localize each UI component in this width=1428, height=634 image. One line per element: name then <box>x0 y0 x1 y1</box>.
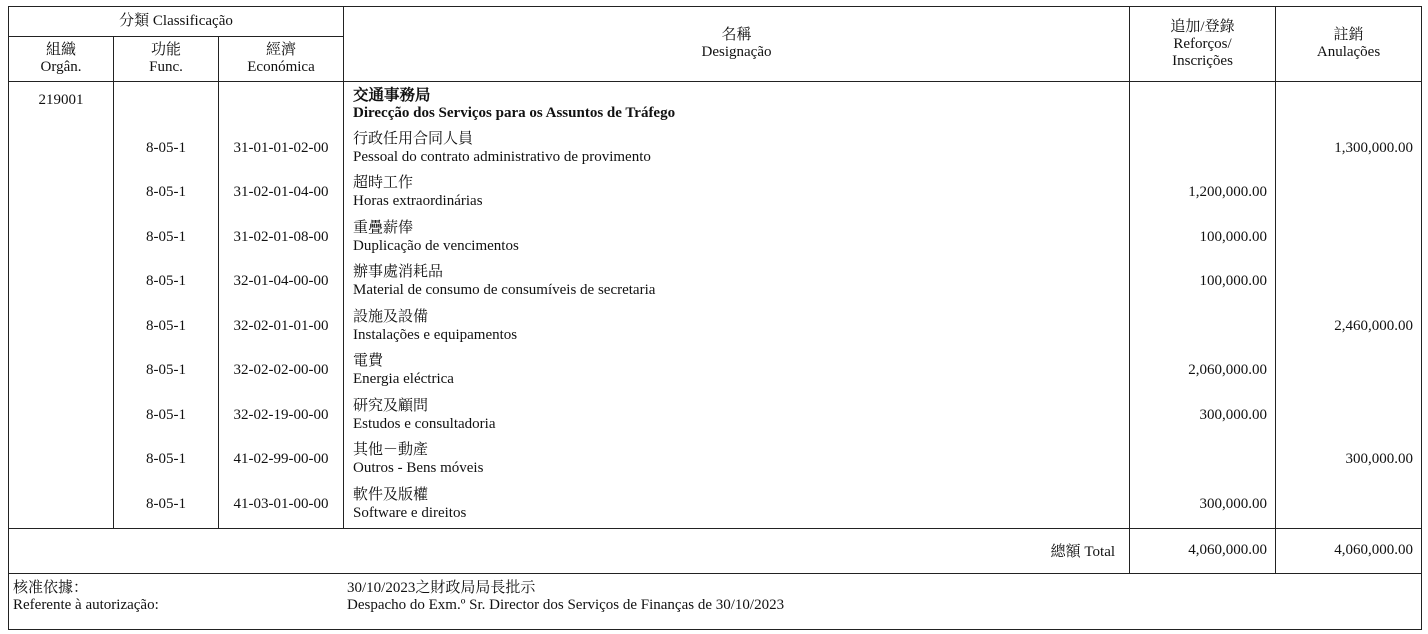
function-header <box>114 37 219 82</box>
econ-code: 32-02-19-00-00 <box>233 406 329 423</box>
reforco-amount <box>1130 439 1267 451</box>
reforco-amount: 300,000.00 <box>1199 495 1268 512</box>
entity-econ-cell <box>219 82 344 128</box>
authorization-value <box>347 580 1417 614</box>
function-header-pt: Func. <box>149 59 183 75</box>
anulacao-amount: 1,300,000.00 <box>1334 139 1414 156</box>
func-code: 8-05-1 <box>146 406 186 423</box>
authorization-value-zh: 30/10/2023之財政局局長批示 <box>347 579 536 596</box>
total-label: 總額 Total <box>9 528 1130 573</box>
anulacao-amount: 300,000.00 <box>1345 451 1414 467</box>
reforco-amount <box>1130 306 1267 318</box>
anulacao-amount <box>1276 172 1413 184</box>
anulacao-amount <box>1276 395 1413 407</box>
entity-name-zh: 交通事務局 <box>353 87 431 104</box>
func-code: 8-05-1 <box>146 139 186 156</box>
func-code: 8-05-1 <box>146 184 186 200</box>
entity-designation <box>344 82 1130 128</box>
anulacao-amount: 2,460,000.00 <box>1334 317 1414 334</box>
authorization-cell <box>9 573 1422 629</box>
authorization-row <box>9 573 1422 629</box>
item-name-pt: Estudos e consultadoria <box>353 415 496 432</box>
anulacao-amount <box>1276 217 1413 229</box>
economic-header <box>219 37 344 82</box>
item-name-zh: 電費 <box>353 353 384 369</box>
organ-header <box>9 37 114 82</box>
econ-code: 31-02-01-08-00 <box>233 228 329 245</box>
organ-code: 219001 <box>9 82 114 128</box>
item-name-pt: Pessoal do contrato administrativo de provimento <box>353 148 651 165</box>
total-reforco: 4,060,000.00 <box>1130 528 1276 573</box>
reinforcements-header-pt1: Reforços/ <box>1173 35 1232 52</box>
item-name-pt: Software e direitos <box>353 504 467 521</box>
entity-row <box>9 82 1422 128</box>
budget-table <box>8 6 1422 630</box>
func-code: 8-05-1 <box>146 451 186 467</box>
item-name-pt: Duplicação de vencimentos <box>353 237 519 254</box>
entity-name-pt: Direcção dos Serviços para os Assuntos de Tráfego <box>353 105 676 121</box>
function-header-zh: 功能 <box>150 42 181 58</box>
item-name-pt: Horas extraordinárias <box>353 193 483 209</box>
item-name-zh: 研究及顧問 <box>353 397 429 414</box>
designation-header-pt: Designação <box>701 44 772 60</box>
table-row <box>9 439 1422 484</box>
table-row <box>9 306 1422 351</box>
authorization-label-pt: Referente à autorização: <box>13 596 159 613</box>
func-code: 8-05-1 <box>146 228 186 245</box>
authorization-value-pt: Despacho do Exm.º Sr. Director dos Serviços de Finanças de 30/10/2023 <box>347 596 785 613</box>
item-name-zh: 重疊薪俸 <box>353 219 414 236</box>
reforco-amount: 2,060,000.00 <box>1188 362 1268 378</box>
func-code: 8-05-1 <box>146 495 186 512</box>
cancellations-header <box>1276 7 1422 82</box>
economic-header-zh: 經濟 <box>266 42 297 58</box>
item-name-zh: 行政任用合同人員 <box>353 130 474 147</box>
econ-code: 32-01-04-00-00 <box>233 273 329 289</box>
reinforcements-header-pt2: Inscrições <box>1172 52 1233 69</box>
anulacao-amount <box>1276 484 1413 496</box>
organ-header-pt: Orgân. <box>40 59 82 75</box>
anulacao-amount <box>1276 261 1413 273</box>
item-name-zh: 其他－動產 <box>353 442 429 458</box>
entity-anulacao-cell <box>1276 82 1422 128</box>
reforco-amount: 100,000.00 <box>1199 273 1268 289</box>
item-name-pt: Energia eléctrica <box>353 371 454 387</box>
table-row <box>9 217 1422 262</box>
econ-code: 41-03-01-00-00 <box>233 495 329 512</box>
item-name-pt: Instalações e equipamentos <box>353 326 518 343</box>
func-code: 8-05-1 <box>146 362 186 378</box>
econ-code: 32-02-02-00-00 <box>233 362 329 378</box>
cancellations-header-zh: 註銷 <box>1333 27 1364 43</box>
table-row <box>9 172 1422 217</box>
table-row <box>9 484 1422 529</box>
reinforcements-header <box>1130 7 1276 82</box>
designation-header-zh: 名稱 <box>721 27 752 43</box>
total-row <box>9 528 1422 573</box>
anulacao-amount <box>1276 350 1413 362</box>
item-name-zh: 超時工作 <box>353 175 414 191</box>
func-code: 8-05-1 <box>146 273 186 289</box>
classification-header: 分類 Classificação <box>9 7 344 37</box>
reforco-amount: 100,000.00 <box>1199 228 1268 245</box>
item-name-pt: Outros - Bens móveis <box>353 460 484 476</box>
authorization-label <box>13 580 347 614</box>
table-row <box>9 261 1422 306</box>
entity-func-cell <box>114 82 219 128</box>
item-name-zh: 辦事處消耗品 <box>353 264 444 280</box>
table-row <box>9 350 1422 395</box>
item-name-zh: 設施及設備 <box>353 308 429 325</box>
entity-reforco-cell <box>1130 82 1276 128</box>
econ-code: 32-02-01-01-00 <box>233 317 329 334</box>
econ-code: 31-01-01-02-00 <box>233 139 329 156</box>
item-name-zh: 軟件及版權 <box>353 486 429 503</box>
table-row <box>9 128 1422 173</box>
econ-code: 41-02-99-00-00 <box>233 451 329 467</box>
economic-header-pt: Económica <box>247 59 315 75</box>
reforco-amount: 300,000.00 <box>1199 406 1268 423</box>
reforco-amount: 1,200,000.00 <box>1188 184 1268 200</box>
reinforcements-header-zh: 追加/登錄 <box>1170 18 1235 35</box>
designation-header <box>344 7 1130 82</box>
func-code: 8-05-1 <box>146 317 186 334</box>
total-anulacao: 4,060,000.00 <box>1276 528 1422 573</box>
econ-code: 31-02-01-04-00 <box>233 184 329 200</box>
table-row <box>9 395 1422 440</box>
organ-header-zh: 組織 <box>45 42 76 58</box>
item-name-pt: Material de consumo de consumíveis de secretaria <box>353 282 656 298</box>
cancellations-header-pt: Anulações <box>1316 44 1381 60</box>
reforco-amount <box>1130 128 1267 140</box>
authorization-label-zh: 核准依據： <box>13 579 89 596</box>
